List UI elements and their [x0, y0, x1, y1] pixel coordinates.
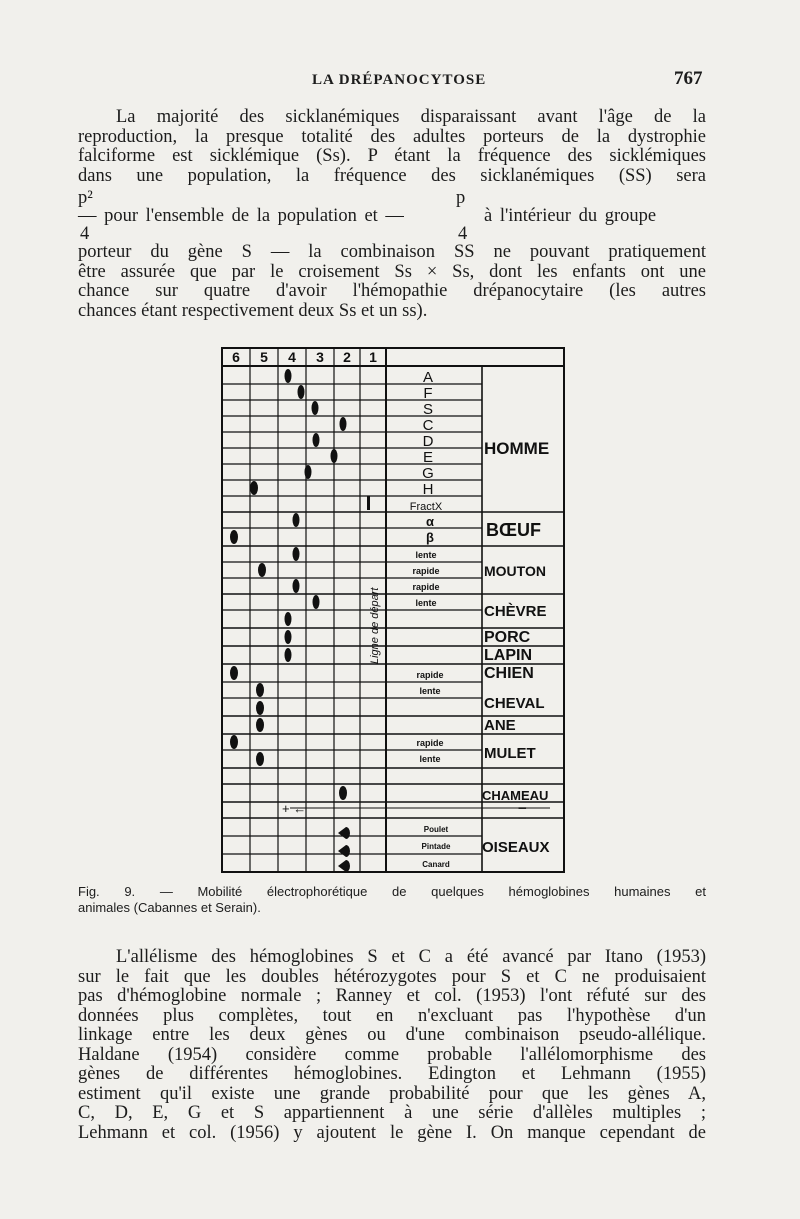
band-mark: [256, 683, 264, 697]
paragraph-1-continued: [78, 243, 706, 321]
species-label: OISEAUX: [482, 839, 550, 856]
band-mark: [367, 496, 370, 510]
species-label: ANE: [484, 717, 516, 734]
species-label: HOMME: [484, 439, 550, 458]
column-number: 3: [316, 349, 324, 365]
direction-label: + ←: [282, 801, 307, 816]
band-mark: [331, 449, 338, 463]
species-label: CHAMEAU: [482, 788, 549, 803]
fraction-1-numerator: p²: [78, 188, 93, 208]
band-mark: [285, 369, 292, 383]
variant-label: S: [422, 401, 434, 418]
variant-label: Poulet: [423, 825, 449, 834]
band-mark: [313, 433, 320, 447]
band-mark: [230, 530, 238, 544]
variant-label: β: [426, 530, 434, 545]
figure-caption: [78, 884, 706, 916]
column-number: 4: [288, 349, 296, 365]
text-line: Lehmann et col. (1956) y ajoutent le gène I. On manque cependant de: [78, 1122, 706, 1143]
variant-label: lente: [419, 686, 441, 696]
variant-label: lente: [415, 550, 437, 560]
start-line-label: Ligne de départ: [369, 587, 381, 664]
variant-label: A: [422, 369, 434, 386]
band-mark: [256, 718, 264, 732]
text-line: pas d'hémoglobine normale ; Ranney et col. (1953) l'ont réfuté sur des: [78, 986, 706, 1006]
paragraph-1: [78, 108, 706, 186]
band-mark: [258, 563, 266, 577]
band-mark: [338, 860, 350, 872]
band-mark: [293, 547, 300, 561]
band-mark: [230, 666, 238, 680]
band-mark: [230, 735, 238, 749]
paragraph-2: [78, 948, 706, 1143]
band-mark: [305, 465, 312, 479]
text-line: sur le fait que les doubles hétérozygotes pour S et C ne produisaient: [78, 966, 706, 987]
text-line: données plus complètes, tout en n'excluant pas l'hypothèse d'un: [78, 1005, 706, 1026]
text-line: chance sur quatre d'avoir l'hémopathie drépanocytaire (les autres: [78, 281, 706, 301]
text-line: estiment qu'il existe une grande probabilité pour que les gènes A,: [78, 1083, 706, 1104]
variant-label: rapide: [416, 670, 444, 680]
band-mark: [339, 786, 347, 800]
variant-label: lente: [419, 754, 441, 764]
text-line: La majorité des sicklanémiques disparaissant avant l'âge de la: [116, 107, 706, 127]
page-number: 767: [674, 68, 703, 89]
band-mark: [293, 579, 300, 593]
variant-label: lente: [415, 598, 437, 608]
band-mark: [285, 612, 292, 626]
band-mark: [250, 481, 258, 495]
variant-label: rapide: [412, 566, 440, 576]
species-label: LAPIN: [484, 647, 532, 664]
species-label: CHIEN: [484, 665, 534, 682]
text-line: Haldane (1954) considère comme probable l'allélomorphisme des: [78, 1044, 706, 1065]
column-number: 2: [343, 349, 351, 365]
fraction-text-b: à l'intérieur du groupe: [484, 206, 657, 226]
band-mark: [340, 417, 347, 431]
fraction-2-numerator: p: [456, 188, 466, 208]
band-mark: [256, 701, 264, 715]
band-mark: [313, 595, 320, 609]
species-label: CHEVAL: [484, 695, 545, 712]
band-mark: [293, 513, 300, 527]
electrophoresis-figure: [220, 346, 566, 874]
text-line: être assurée que par le croisement Ss × Ss, dont les enfants ont une: [78, 261, 706, 282]
text-line: reproduction, la presque totalité des adultes porteurs de la dystrophie: [78, 126, 706, 147]
variant-label: G: [422, 465, 434, 482]
fraction-1-denominator: 4: [80, 224, 90, 244]
band-mark: [338, 845, 350, 857]
variant-label: D: [422, 433, 434, 450]
running-title: LA DRÉPANOCYTOSE: [312, 72, 487, 88]
band-mark: [338, 827, 350, 839]
species-label: BŒUF: [486, 520, 541, 540]
variant-label: FractX: [409, 501, 443, 513]
fraction-text-a: — pour l'ensemble de la population et —: [78, 206, 404, 226]
page-header: [0, 0, 800, 100]
minus-label: −: [518, 800, 527, 817]
variant-label: rapide: [412, 582, 440, 592]
text-line: gènes de différentes hémoglobines. Edington et Lehmann (1955): [78, 1064, 706, 1084]
band-mark: [312, 401, 319, 415]
species-label: CHÈVRE: [484, 603, 547, 620]
text-line: dans une population, la fréquence des sicklanémiques (SS) sera: [78, 165, 706, 186]
variant-label: E: [422, 449, 434, 466]
text-line: porteur du gène S — la combinaison SS ne pouvant pratiquement: [78, 242, 706, 262]
band-mark: [298, 385, 305, 399]
text-line: falciforme est sicklémique (Ss). P étant la fréquence des sicklémiques: [78, 146, 706, 166]
species-label: MULET: [484, 745, 536, 762]
variant-label: H: [422, 481, 434, 498]
caption-line: Fig. 9. — Mobilité électrophorétique de quelques hémoglobines humaines et: [78, 884, 706, 899]
band-mark: [285, 648, 292, 662]
species-label: MOUTON: [484, 563, 546, 579]
variant-label: rapide: [416, 738, 444, 748]
variant-label: F: [423, 385, 433, 402]
variant-label: Pintade: [421, 842, 451, 851]
caption-line: animales (Cabannes et Serain).: [78, 900, 261, 915]
column-number: 6: [232, 349, 240, 365]
text-line: C, D, E, G et S appartiennent à une série d'allèles multiples ;: [78, 1103, 706, 1123]
band-mark: [285, 630, 292, 644]
column-number: 5: [260, 349, 268, 365]
text-line: L'allélisme des hémoglobines S et C a été avancé par Itano (1953): [116, 947, 706, 967]
variant-label: C: [422, 417, 434, 434]
species-label: PORC: [484, 629, 531, 646]
band-mark: [256, 752, 264, 766]
text-line: linkage entre les deux gènes ou d'une combinaison pseudo-allélique.: [78, 1025, 706, 1045]
fraction-2-denominator: 4: [458, 224, 468, 244]
variant-label: Canard: [422, 860, 450, 869]
text-line: chances étant respectivement deux Ss et un ss).: [78, 300, 428, 321]
variant-label: α: [426, 514, 434, 529]
column-number: 1: [369, 349, 377, 365]
